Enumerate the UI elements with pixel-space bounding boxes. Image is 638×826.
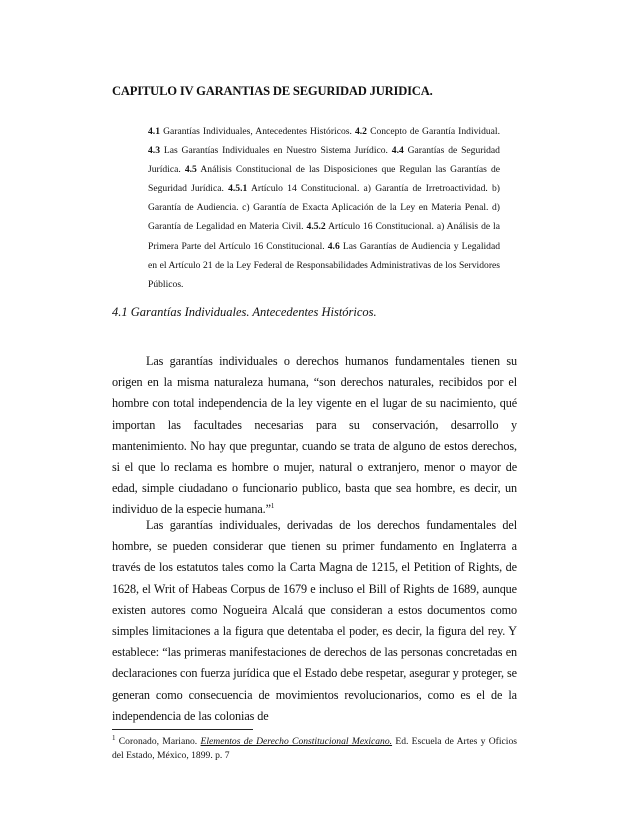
- summary-text: Las Garantías Individuales en Nuestro Sistema Jurídico.: [160, 145, 392, 157]
- footnote: [112, 735, 517, 763]
- summary-text: Las Garantías de Audiencia y Legalidad en el Artículo 21 de la Ley Federal de Responsabilidades Administrativas de los Servidores Públicos.: [148, 240, 501, 290]
- paragraph-text: Las garantías individuales o derechos humanos fundamentales tienen su origen en la misma naturaleza humana, “son derechos naturales, recibidos por el hombre con total independencia de la ley vigente en el lugar de su nacimiento, qué importan las facultades necesarias para su conservación, desarrollo y mantenimiento. No hay que preguntar, cuando se trata de alguno de estos derechos, si el que lo reclama es hombre o mujer, natural o extranjero, menor o mayor de edad, simple ciudadano o funcionario publico, basta que sea hombre, es decir, un individuo de la especie humana.”: [112, 354, 517, 517]
- footnote-separator: [112, 729, 253, 730]
- body-paragraph: [112, 351, 517, 521]
- body-paragraph: [112, 515, 517, 727]
- summary-number: 4.4: [391, 145, 404, 157]
- footnote-reference[interactable]: 1: [270, 502, 275, 511]
- summary-number: 4.5.2: [306, 221, 326, 233]
- footnote-publication: Ed. Escuela de Artes y Oficios del Estado, México, 1899. p. 7: [112, 736, 517, 761]
- chapter-summary: [148, 122, 500, 294]
- summary-number: 4.6: [327, 240, 340, 252]
- summary-text: Artículo 16 Constitucional. a) Análisis de la Primera Parte del Artículo 16 Constitucional.: [148, 221, 500, 252]
- summary-number: 4.3: [148, 145, 160, 157]
- summary-number: 4.5: [184, 164, 197, 176]
- summary-text: Garantías de Seguridad Jurídica.: [148, 145, 500, 176]
- summary-text: Concepto de Garantía Individual.: [366, 126, 500, 137]
- summary-text: Artículo 14 Constitucional. a) Garantía de Irretroactividad. b) Garantía de Audiencia. c) Garantía de Exacta Aplicación de la Ley en Materia Penal. d) Garantía de Legalidad en Materia Civil.: [148, 183, 501, 233]
- summary-text: Garantías Individuales, Antecedentes Históricos.: [160, 126, 355, 137]
- footnote-number: 1: [112, 733, 116, 742]
- paragraph-text: Las garantías individuales, derivadas de los derechos fundamentales del hombre, se pueden considerar que tienen su primer fundamento en Inglaterra a través de los estatutos tales como la Carta Magna de 1215, el Petition of Rights, de 1628, el Writ of Habeas Corpus de 1679 e incluso el Bill of Rights de 1689, aunque existen autores como Nogueira Alcalá que consideran a estos documentos como simples limitaciones a la figura que detentaba el poder, es decir, la figura del rey. Y establece: “las primeras manifestaciones de derechos de las personas concretadas en declaraciones con fuerza jurídica que el Estado debe respetar, asegurar y proteger, se generan como consecuencia de movimientos revolucionarios, como es el de la independencia de las colonias de: [112, 518, 517, 723]
- chapter-title: CAPITULO IV GARANTIAS DE SEGURIDAD JURIDICA.: [112, 84, 433, 98]
- summary-number: 4.2: [354, 126, 367, 137]
- summary-number: 4.5.1: [228, 183, 248, 195]
- summary-number: 4.1: [148, 126, 160, 137]
- footnote-author: Coronado, Mariano.: [115, 736, 201, 747]
- section-heading: 4.1 Garantías Individuales. Antecedentes Históricos.: [112, 305, 377, 319]
- footnote-work-title: Elementos de Derecho Constitucional Mexicano.: [200, 736, 393, 747]
- summary-text: Análisis Constitucional de las Disposiciones que Regulan las Garantías de Seguridad Jurídica.: [148, 164, 501, 195]
